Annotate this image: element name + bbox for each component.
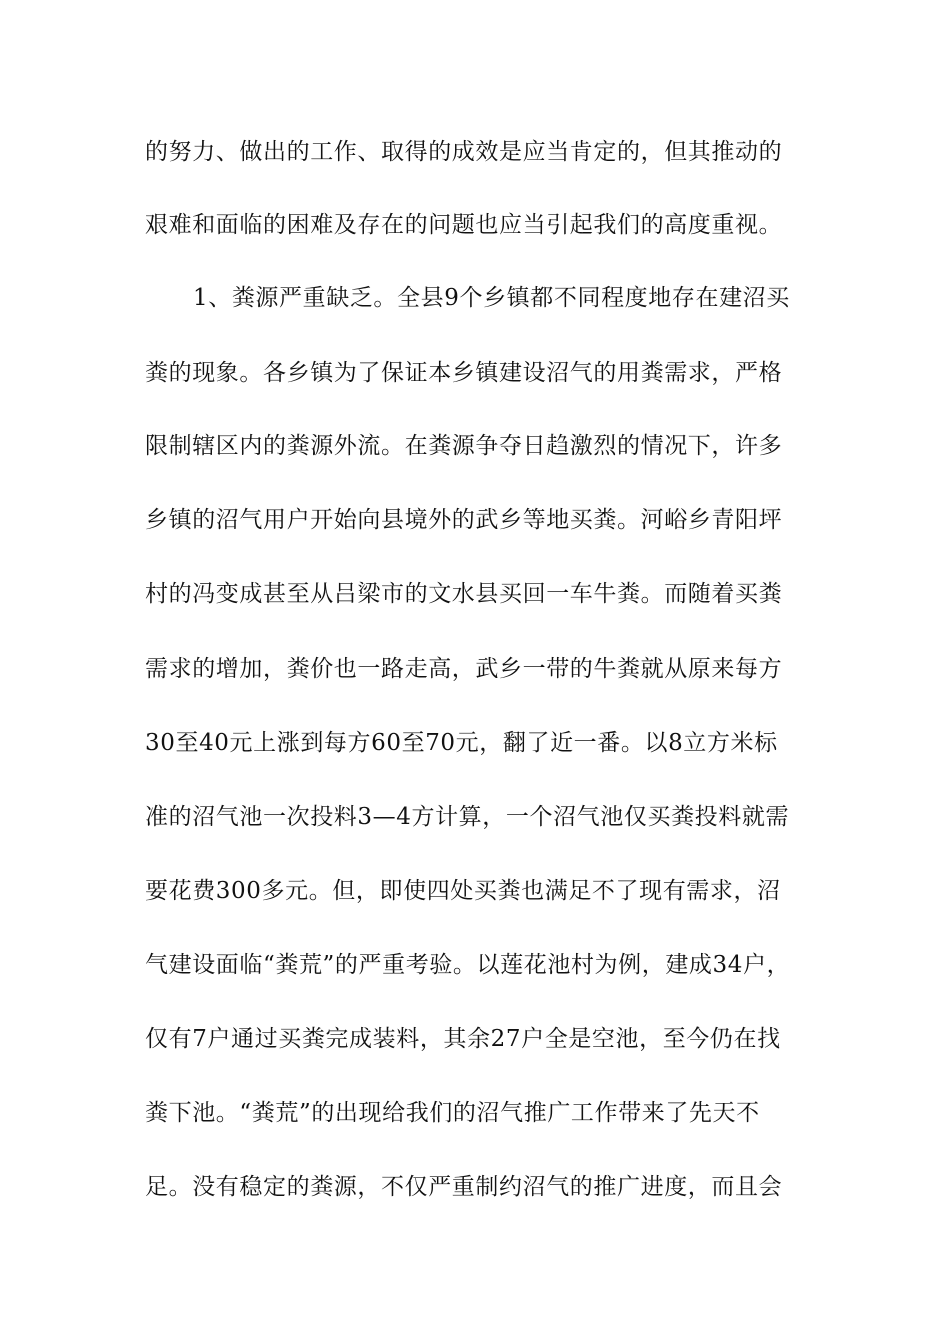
text-line: 1、粪源严重缺乏。全县9个乡镇都不同程度地存在建沼买: [193, 285, 790, 311]
text-line: 的努力、做出的工作、取得的成效是应当肯定的，但其推动的: [145, 139, 783, 165]
text-line: 粪下池。“粪荒”的出现给我们的沼气推广工作带来了先天不: [145, 1100, 760, 1126]
text-line: 足。没有稳定的粪源，不仅严重制约沼气的推广进度，而且会: [145, 1174, 783, 1200]
text-line: 30至40元上涨到每方60至70元，翻了近一番。以8立方米标: [145, 730, 778, 756]
text-line: 准的沼气池一次投料3—4方计算，一个沼气池仅买粪投料就需: [145, 804, 790, 830]
text-line: 需求的增加，粪价也一路走高，武乡一带的牛粪就从原来每方: [145, 656, 783, 682]
text-line: 乡镇的沼气用户开始向县境外的武乡等地买粪。河峪乡青阳坪: [145, 507, 783, 533]
text-line: 村的冯变成甚至从吕梁市的文水县买回一车牛粪。而随着买粪: [145, 581, 783, 607]
text-line: 艰难和面临的困难及存在的问题也应当引起我们的高度重视。: [145, 212, 783, 238]
text-line: 气建设面临“粪荒”的严重考验。以莲花池村为例，建成34户，: [145, 952, 791, 978]
text-line: 要花费300多元。但，即使四处买粪也满足不了现有需求，沼: [145, 878, 781, 904]
text-line: 仅有7户通过买粪完成装料，其余27户全是空池，至今仍在找: [145, 1026, 781, 1052]
text-line: 限制辖区内的粪源外流。在粪源争夺日趋激烈的情况下，许多: [145, 433, 783, 459]
text-line: 粪的现象。各乡镇为了保证本乡镇建设沼气的用粪需求，严格: [145, 360, 783, 386]
